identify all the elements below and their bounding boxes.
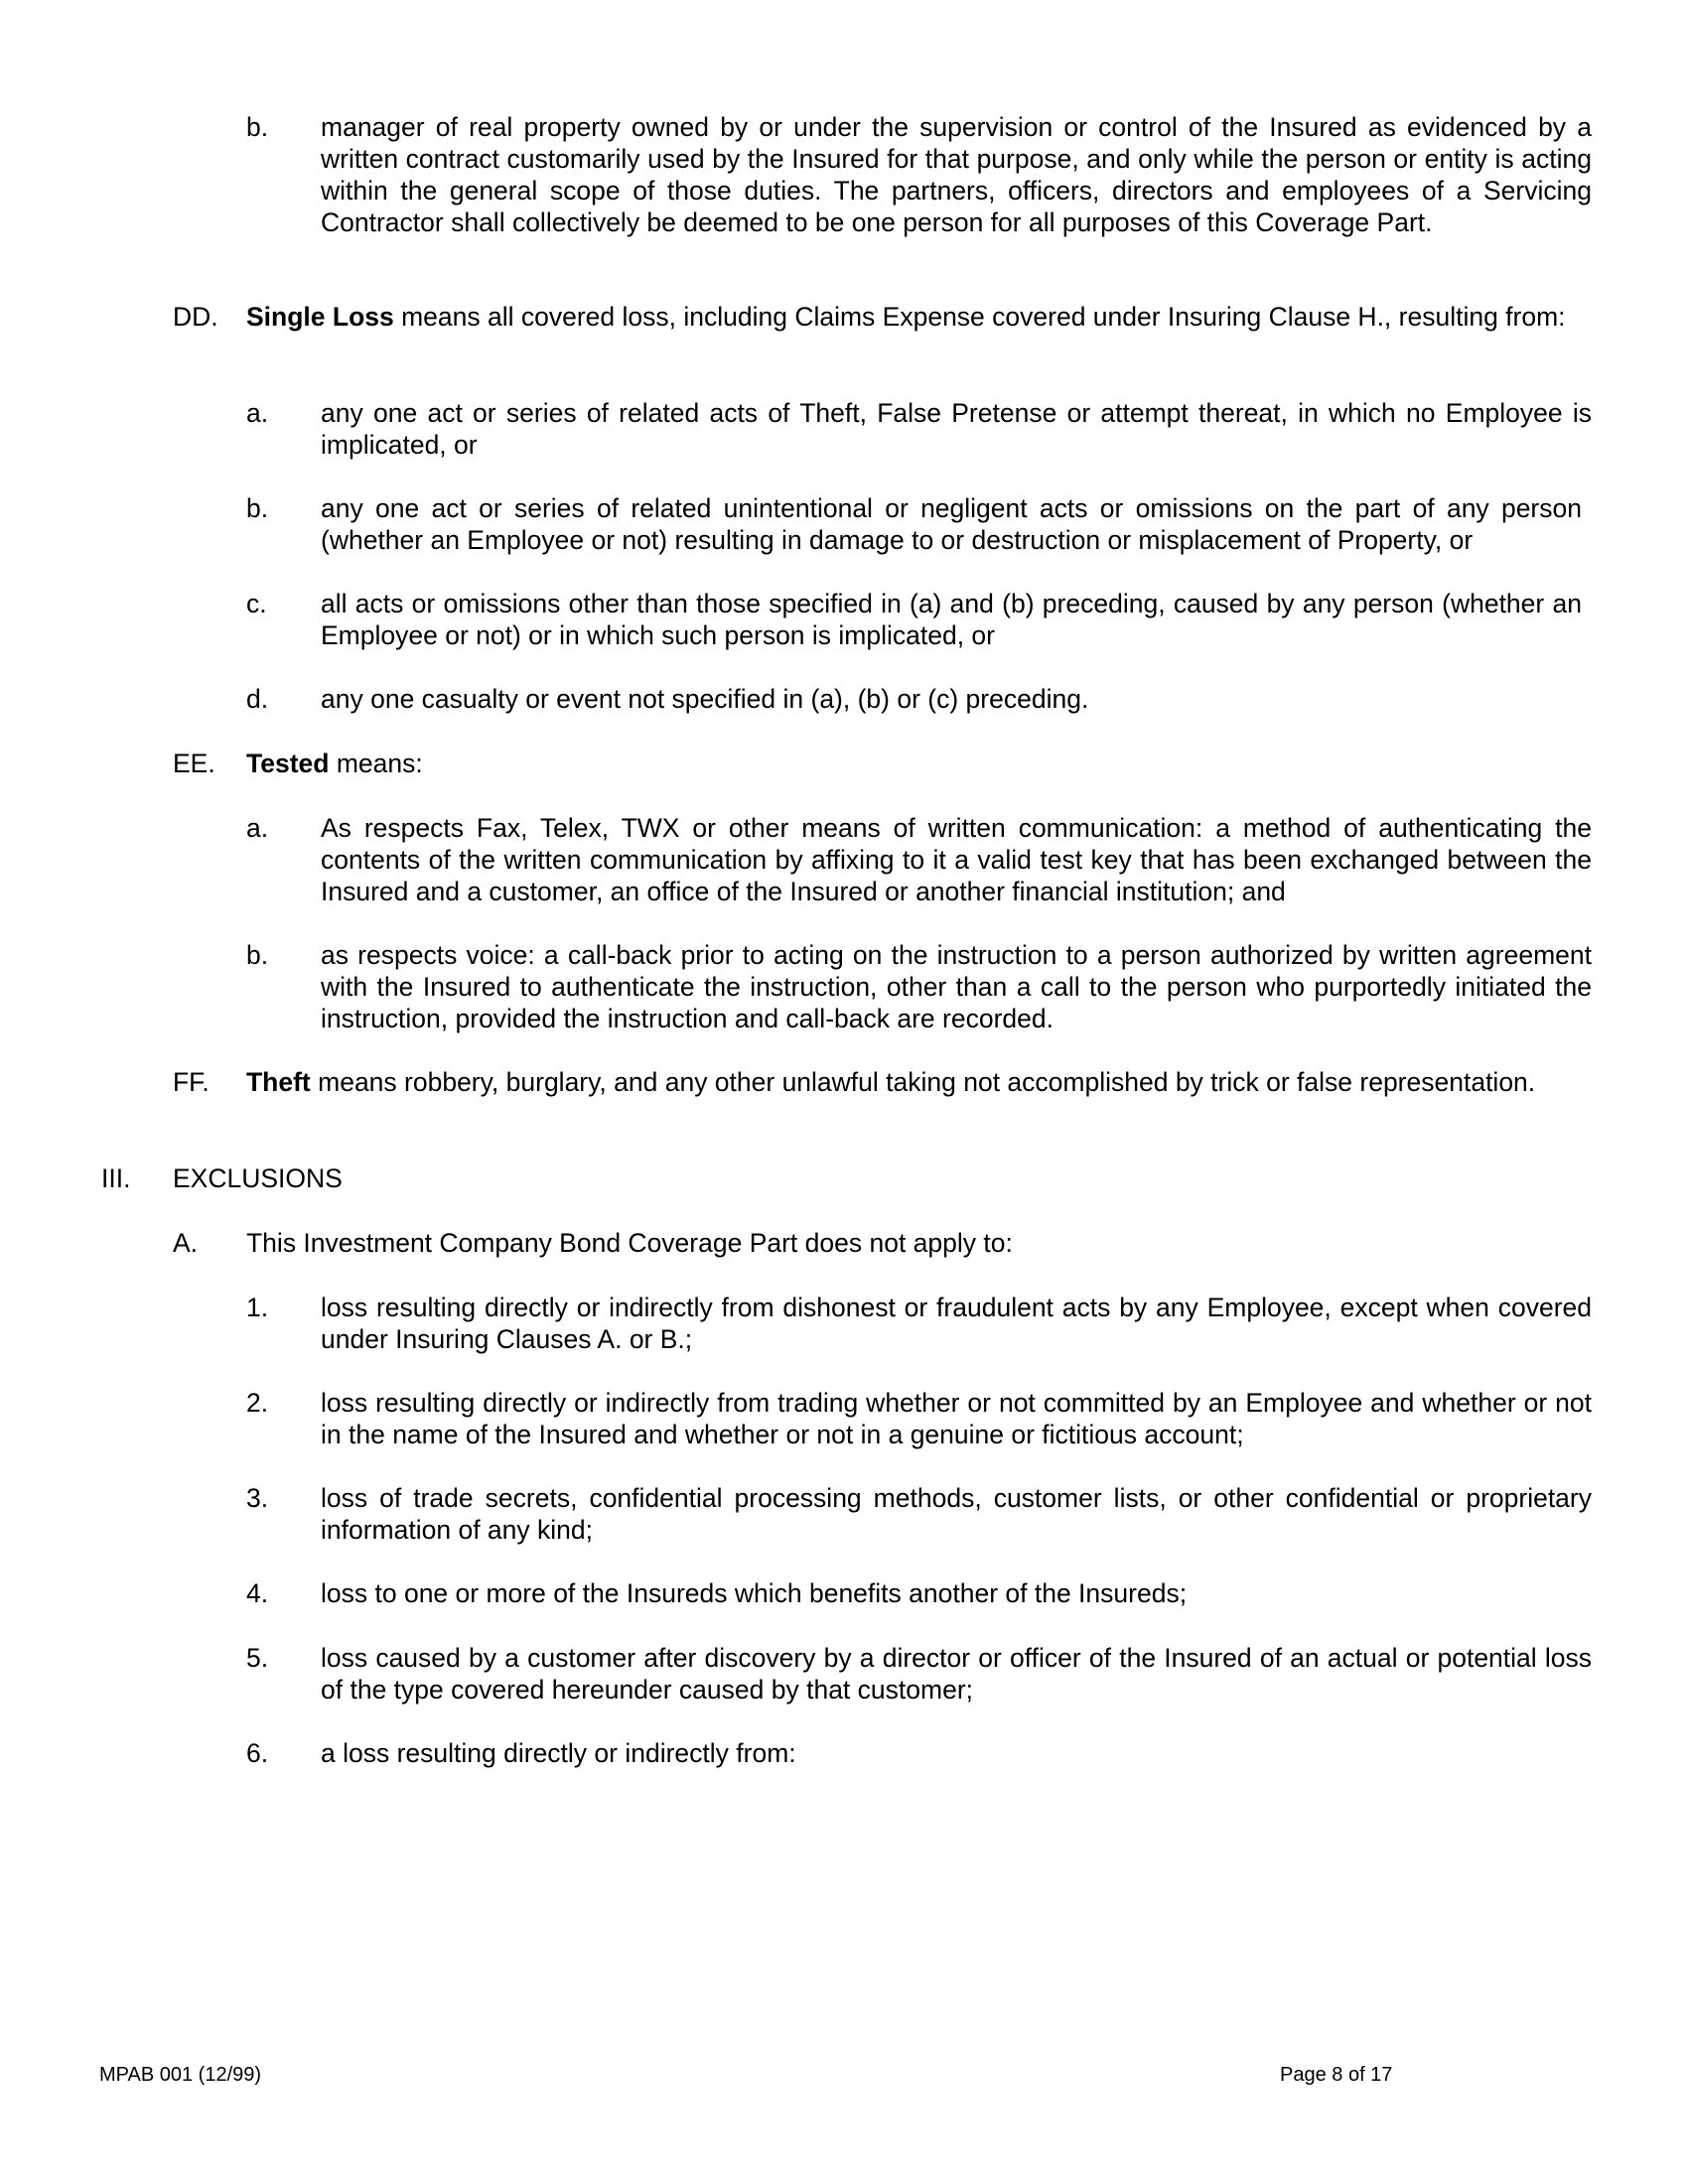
item-label: a. (246, 813, 269, 843)
item-text: as respects voice: a call-back prior to acting on the instruction to a person authorized by written agreement with the Insured to authenticate the instruction, other than a call to the person who purportedly initiated the instruction, provided the instruction and call-back are recorded. (321, 940, 1592, 1033)
footer-form-id: MPAB 001 (12/99) (99, 2064, 262, 2086)
item-label: b. (246, 940, 269, 970)
item-text: a loss resulting directly or indirectly from: (321, 1738, 796, 1768)
definition-text (246, 301, 1582, 333)
item-label: b. (246, 112, 269, 142)
item-label: b. (246, 493, 269, 523)
definition-term: Tested (246, 749, 330, 778)
item-text: any one casualty or event not specified in (a), (b) or (c) preceding. (321, 684, 1089, 714)
section-title: EXCLUSIONS (173, 1163, 343, 1193)
definition-label: EE. (173, 749, 215, 778)
item-label: d. (246, 684, 269, 714)
item-text: As respects Fax, Telex, TWX or other means of written communication: a method of authenticating the contents of the written communication by affixing to it a valid test key that has been exchanged between the Insured and a customer, an office of the Insured or another financial institution; and (321, 813, 1592, 906)
item-label: 1. (246, 1293, 269, 1322)
item-text: loss of trade secrets, confidential processing methods, customer lists, or other confidential or proprietary information of any kind; (321, 1483, 1592, 1545)
subsection-label: A. (173, 1228, 199, 1258)
definition-term: Single Loss (246, 302, 394, 332)
item-label: 3. (246, 1483, 269, 1513)
definition-body: means: (329, 749, 423, 778)
item-label: c. (246, 589, 267, 618)
item-label: 2. (246, 1388, 269, 1418)
definition-text (246, 1066, 1582, 1098)
item-text: any one act or series of related unintentional or negligent acts or omissions on the part of any person (whether an Employee or not) resulting in damage to or destruction or misplacement of Property, or (321, 493, 1582, 555)
item-label: a. (246, 398, 269, 428)
item-text: any one act or series of related acts of Theft, False Pretense or attempt thereat, in which no Employee is implicated, or (321, 398, 1592, 460)
item-label: 4. (246, 1578, 269, 1608)
item-label: 5. (246, 1643, 269, 1673)
definition-term: Theft (246, 1067, 311, 1097)
footer-page-number: Page 8 of 17 (1280, 2064, 1393, 2086)
definition-text (246, 748, 1582, 779)
item-text: manager of real property owned by or under the supervision or control of the Insured as evidenced by a written contract customarily used by the Insured for that purpose, and only while the person or entity is acting within the general scope of those duties. The partners, officers, directors and employees of a Servicing Contractor shall collectively be deemed to be one person for all purposes of this Coverage Part. (321, 112, 1592, 237)
subsection-text: This Investment Company Bond Coverage Part does not apply to: (246, 1228, 1013, 1258)
item-text: loss resulting directly or indirectly from trading whether or not committed by an Employee and whether or not in the name of the Insured and whether or not in a genuine or fictitious account; (321, 1388, 1592, 1449)
section-label: III. (101, 1163, 131, 1193)
item-text: loss resulting directly or indirectly from dishonest or fraudulent acts by any Employee, except when covered under Insuring Clauses A. or B.; (321, 1293, 1592, 1354)
definition-body: means robbery, burglary, and any other unlawful taking not accomplished by trick or false representation. (310, 1067, 1536, 1097)
item-text: all acts or omissions other than those specified in (a) and (b) preceding, caused by any person (whether an Employee or not) or in which such person is implicated, or (321, 589, 1582, 650)
item-text: loss to one or more of the Insureds which benefits another of the Insureds; (321, 1578, 1188, 1608)
definition-label: DD. (173, 302, 218, 332)
item-text: loss caused by a customer after discovery by a director or officer of the Insured of an actual or potential loss of the type covered hereunder caused by that customer; (321, 1643, 1592, 1705)
definition-body: means all covered loss, including Claims Expense covered under Insuring Clause H., resulting from: (393, 302, 1566, 332)
item-label: 6. (246, 1738, 269, 1768)
definition-label: FF. (173, 1067, 210, 1097)
